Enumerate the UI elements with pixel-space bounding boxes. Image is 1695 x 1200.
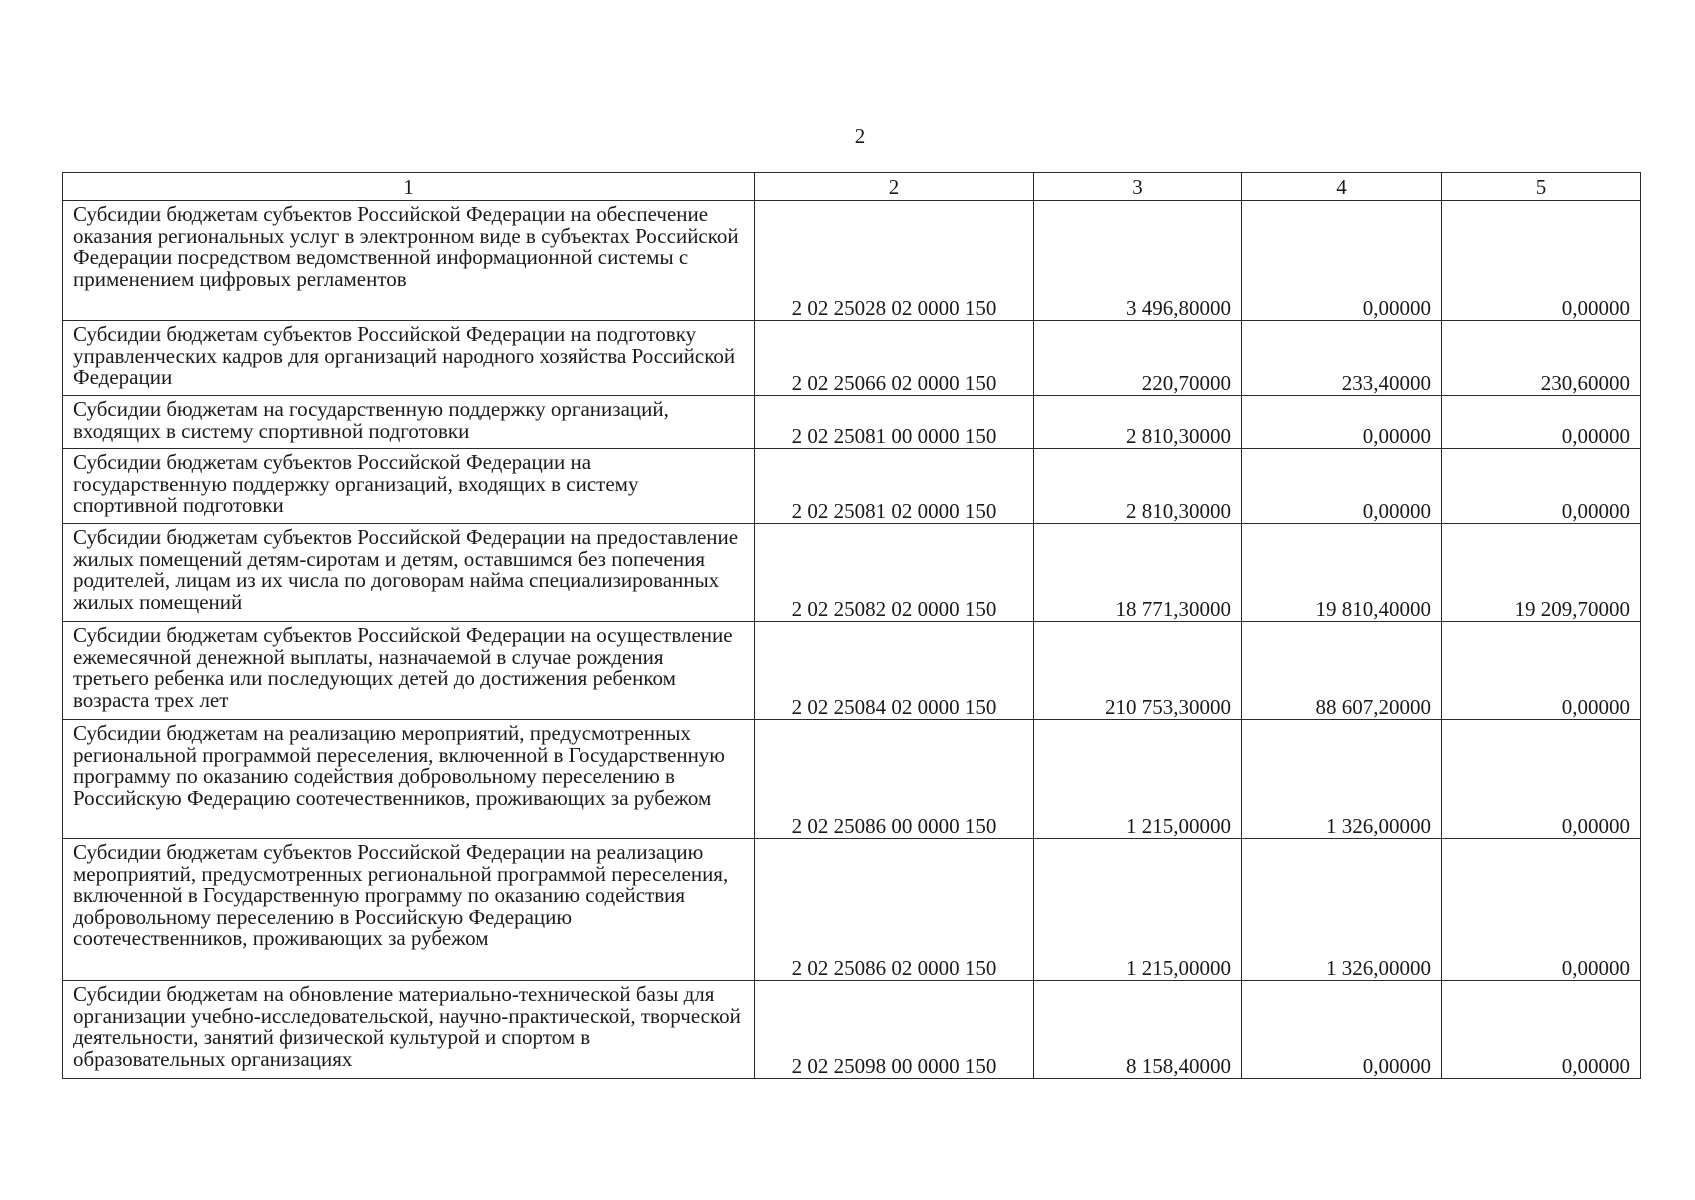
amount-col3: 3 496,80000 — [1034, 201, 1242, 321]
table-row — [63, 321, 1641, 396]
table-row — [63, 524, 1641, 622]
amount-col5: 0,00000 — [1442, 720, 1641, 839]
budget-classification-code: 2 02 25082 02 0000 150 — [755, 524, 1034, 622]
amount-col4: 19 810,40000 — [1242, 524, 1442, 622]
budget-classification-code: 2 02 25081 00 0000 150 — [755, 396, 1034, 449]
budget-classification-code: 2 02 25028 02 0000 150 — [755, 201, 1034, 321]
amount-col3: 2 810,30000 — [1034, 449, 1242, 524]
budget-classification-code: 2 02 25066 02 0000 150 — [755, 321, 1034, 396]
amount-col4: 0,00000 — [1242, 201, 1442, 321]
page-number: 2 — [854, 124, 866, 148]
amount-col4: 0,00000 — [1242, 449, 1442, 524]
amount-col5: 0,00000 — [1442, 449, 1641, 524]
row-description: Субсидии бюджетам субъектов Российской Федерации на государственную поддержку организаций, входящих в систему спортивной подготовки — [63, 449, 755, 524]
amount-col5: 0,00000 — [1442, 839, 1641, 981]
amount-col3: 8 158,40000 — [1034, 981, 1242, 1079]
row-description: Субсидии бюджетам субъектов Российской Федерации на осуществление ежемесячной денежной выплаты, назначаемой в случае рождения третьего ребенка или последующих детей до достижения ребенком возраста трех лет — [63, 622, 755, 720]
budget-classification-code: 2 02 25098 00 0000 150 — [755, 981, 1034, 1079]
amount-col4: 233,40000 — [1242, 321, 1442, 396]
amount-col5: 0,00000 — [1442, 981, 1641, 1079]
table-row — [63, 839, 1641, 981]
column-header: 3 — [1034, 173, 1242, 201]
table-header-row — [63, 173, 1641, 201]
table-row — [63, 396, 1641, 449]
amount-col3: 18 771,30000 — [1034, 524, 1242, 622]
column-header: 4 — [1242, 173, 1442, 201]
column-header: 2 — [755, 173, 1034, 201]
amount-col3: 210 753,30000 — [1034, 622, 1242, 720]
amount-col4: 88 607,20000 — [1242, 622, 1442, 720]
amount-col3: 1 215,00000 — [1034, 839, 1242, 981]
row-description: Субсидии бюджетам на реализацию мероприятий, предусмотренных региональной программой переселения, включенной в Государственную программу по оказанию содействия добровольному переселению в Российскую Федерацию соотечественников, проживающих за рубежом — [63, 720, 755, 839]
amount-col5: 0,00000 — [1442, 201, 1641, 321]
amount-col3: 220,70000 — [1034, 321, 1242, 396]
budget-classification-code: 2 02 25081 02 0000 150 — [755, 449, 1034, 524]
budget-classification-code: 2 02 25086 02 0000 150 — [755, 839, 1034, 981]
budget-classification-code: 2 02 25086 00 0000 150 — [755, 720, 1034, 839]
amount-col5: 230,60000 — [1442, 321, 1641, 396]
table-row — [63, 622, 1641, 720]
budget-table — [62, 172, 1641, 1079]
amount-col4: 1 326,00000 — [1242, 839, 1442, 981]
row-description: Субсидии бюджетам на обновление материально-технической базы для организации учебно-исследовательской, научно-практической, творческой деятельности, занятий физической культурой и спортом в образовательных организациях — [63, 981, 755, 1079]
amount-col5: 19 209,70000 — [1442, 524, 1641, 622]
row-description: Субсидии бюджетам субъектов Российской Федерации на предоставление жилых помещений детям-сиротам и детям, оставшимся без попечения родителей, лицам из их числа по договорам найма специализированных жилых помещений — [63, 524, 755, 622]
amount-col5: 0,00000 — [1442, 396, 1641, 449]
amount-col4: 0,00000 — [1242, 981, 1442, 1079]
table-row — [63, 449, 1641, 524]
column-header: 1 — [63, 173, 755, 201]
amount-col3: 2 810,30000 — [1034, 396, 1242, 449]
amount-col4: 1 326,00000 — [1242, 720, 1442, 839]
table-row — [63, 201, 1641, 321]
budget-classification-code: 2 02 25084 02 0000 150 — [755, 622, 1034, 720]
row-description: Субсидии бюджетам субъектов Российской Федерации на подготовку управленческих кадров для организаций народного хозяйства Российской Федерации — [63, 321, 755, 396]
table-row — [63, 720, 1641, 839]
table-row — [63, 981, 1641, 1079]
column-header: 5 — [1442, 173, 1641, 201]
amount-col4: 0,00000 — [1242, 396, 1442, 449]
amount-col5: 0,00000 — [1442, 622, 1641, 720]
amount-col3: 1 215,00000 — [1034, 720, 1242, 839]
row-description: Субсидии бюджетам субъектов Российской Федерации на обеспечение оказания региональных услуг в электронном виде в субъектах Российской Федерации посредством ведомственной информационной системы с применением цифровых регламентов — [63, 201, 755, 321]
row-description: Субсидии бюджетам субъектов Российской Федерации на реализацию мероприятий, предусмотренных региональной программой переселения, включенной в Государственную программу по оказанию содействия добровольному переселению в Российскую Федерацию соотечественников, проживающих за рубежом — [63, 839, 755, 981]
row-description: Субсидии бюджетам на государственную поддержку организаций, входящих в систему спортивной подготовки — [63, 396, 755, 449]
